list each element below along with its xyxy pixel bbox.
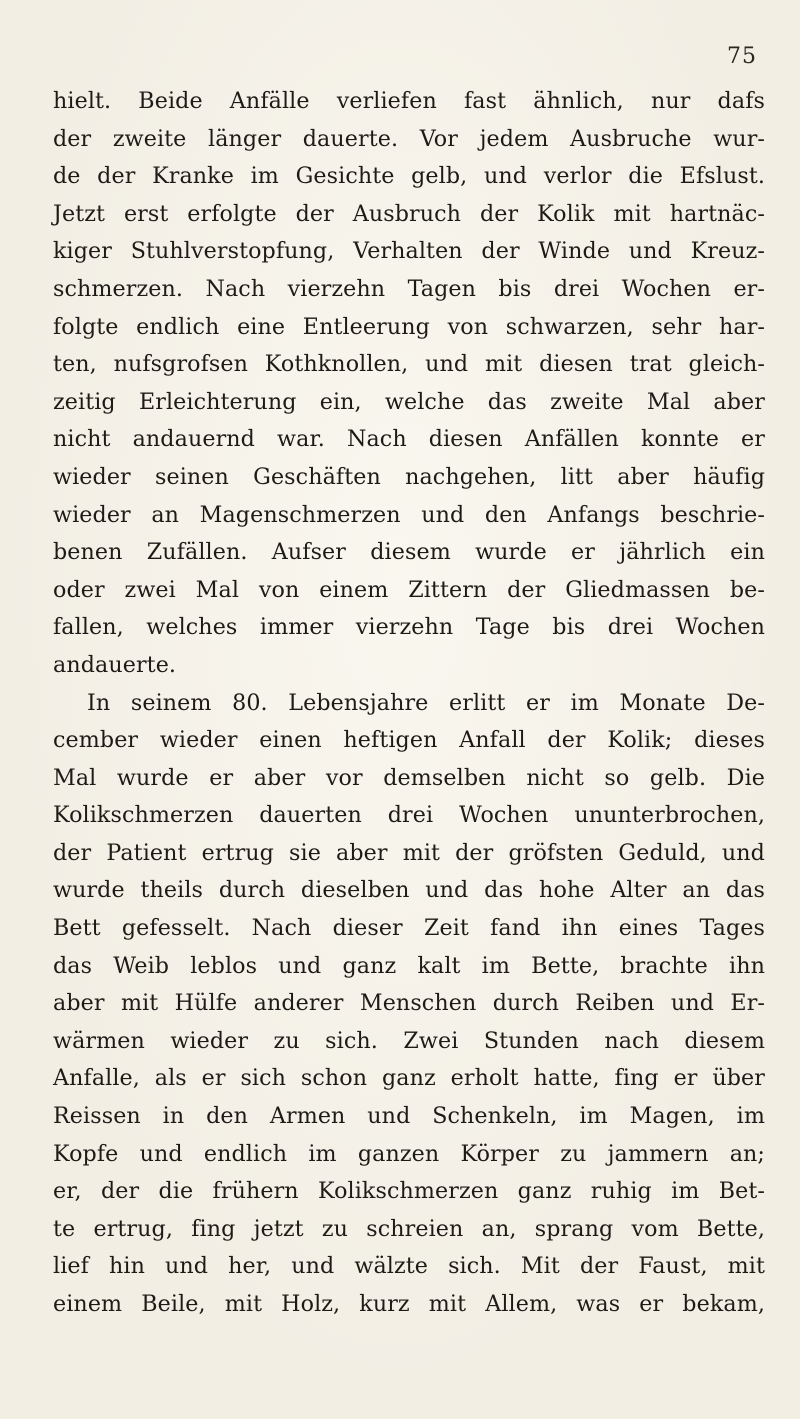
text-line: wieder seinen Geschäften nachgehen, litt aber häufig: [53, 463, 765, 490]
text-line: te ertrug, fing jetzt zu schreien an, sprang vom Bette,: [53, 1215, 765, 1242]
text-line: das Weib leblos und ganz kalt im Bette, brachte ihn: [53, 952, 765, 979]
text-line: hielt. Beide Anfälle verliefen fast ähnlich, nur dafs: [53, 88, 765, 114]
body-text: [53, 83, 765, 1324]
page-number: 75: [727, 44, 757, 69]
text-line: wurde theils durch dieselben und das hohe Alter an das: [53, 877, 765, 904]
text-line: wärmen wieder zu sich. Zwei Stunden nach diesem: [53, 1027, 765, 1054]
text-line: wieder an Magenschmerzen und den Anfangs beschrie-: [53, 501, 765, 528]
text-line: Mal wurde er aber vor demselben nicht so gelb. Die: [53, 764, 765, 791]
text-line: fallen, welches immer vierzehn Tage bis drei Wochen: [53, 614, 765, 641]
text-line: Kopfe und endlich im ganzen Körper zu jammern an;: [53, 1140, 765, 1167]
text-line: benen Zufällen. Aufser diesem wurde er jährlich ein: [53, 539, 765, 566]
text-line: einem Beile, mit Holz, kurz mit Allem, was er bekam,: [53, 1291, 765, 1317]
text-line: Kolikschmerzen dauerten drei Wochen ununterbrochen,: [53, 802, 765, 829]
text-line: de der Kranke im Gesichte gelb, und verlor die Efslust.: [53, 163, 765, 190]
text-line: er, der die frühern Kolikschmerzen ganz ruhig im Bet-: [53, 1178, 765, 1205]
text-line: schmerzen. Nach vierzehn Tagen bis drei Wochen er-: [53, 275, 765, 302]
text-line-paragraph-end: andauerte.: [53, 651, 177, 678]
text-line: lief hin und her, und wälzte sich. Mit der Faust, mit: [53, 1253, 765, 1280]
text-line: Reissen in den Armen und Schenkeln, im Magen, im: [53, 1103, 765, 1130]
text-line: cember wieder einen heftigen Anfall der Kolik; dieses: [53, 727, 765, 754]
text-line: der Patient ertrug sie aber mit der gröfsten Geduld, und: [53, 839, 765, 866]
text-line: folgte endlich eine Entleerung von schwarzen, sehr har-: [53, 313, 765, 340]
text-line: Jetzt erst erfolgte der Ausbruch der Kolik mit hartnäc-: [53, 200, 765, 227]
text-line: aber mit Hülfe anderer Menschen durch Reiben und Er-: [53, 990, 765, 1017]
text-line: Bett gefesselt. Nach dieser Zeit fand ihn eines Tages: [53, 915, 765, 942]
text-line: der zweite länger dauerte. Vor jedem Ausbruche wur-: [53, 125, 765, 152]
text-line: ten, nufsgrofsen Kothknollen, und mit diesen trat gleich-: [53, 351, 765, 378]
text-line: Anfalle, als er sich schon ganz erholt hatte, fing er über: [53, 1065, 765, 1092]
text-line: zeitig Erleichterung ein, welche das zweite Mal aber: [53, 388, 765, 415]
text-line: oder zwei Mal von einem Zittern der Gliedmassen be-: [53, 576, 765, 603]
text-line: kiger Stuhlverstopfung, Verhalten der Winde und Kreuz-: [53, 238, 765, 265]
text-line: nicht andauernd war. Nach diesen Anfällen konnte er: [53, 426, 765, 453]
text-line-paragraph-start: In seinem 80. Lebensjahre erlitt er im Monate De-: [87, 689, 765, 716]
